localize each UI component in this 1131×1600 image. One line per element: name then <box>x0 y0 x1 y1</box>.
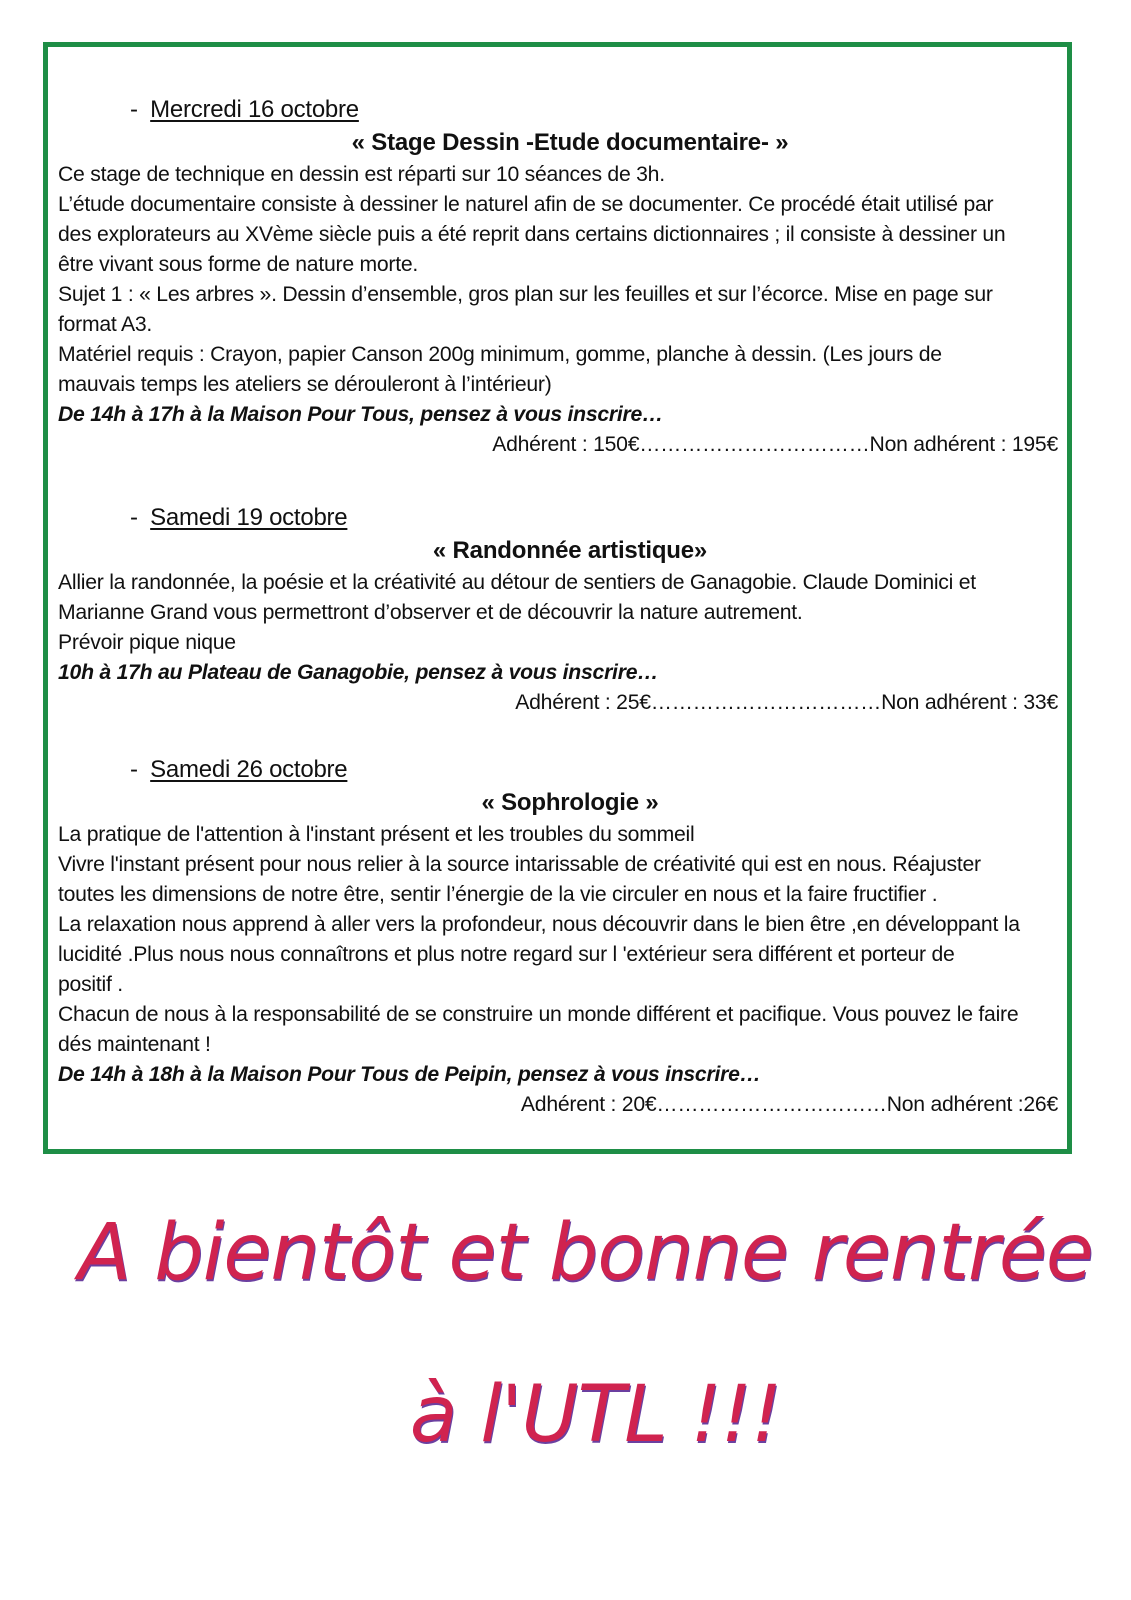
event-line: Marianne Grand vous permettront d’observer et de découvrir la nature autrement. <box>58 601 803 624</box>
event-line: Matériel requis : Crayon, papier Canson 200g minimum, gomme, planche à dessin. (Les jours de <box>58 343 942 366</box>
event-line: toutes les dimensions de notre être, sentir l’énergie de la vie circuler en nous et la faire fructifier . <box>58 883 938 906</box>
date-dash: - <box>130 504 145 531</box>
event-date <box>58 94 1064 126</box>
event-line: Prévoir pique nique <box>58 631 236 654</box>
event-line: La pratique de l'attention à l'instant présent et les troubles du sommeil <box>58 823 695 846</box>
event-line: Ce stage de technique en dessin est réparti sur 10 séances de 3h. <box>58 163 665 186</box>
event-line: positif . <box>58 973 123 996</box>
date-dash: - <box>130 96 145 123</box>
event-line: des explorateurs au XVème siècle puis a été reprit dans certains dictionnaires ; il consiste à dessiner un <box>58 223 1006 246</box>
event-line: dés maintenant ! <box>58 1033 211 1056</box>
event-date <box>58 502 1064 534</box>
event-line: La relaxation nous apprend à aller vers la profondeur, nous découvrir dans le bien être ,en développant la <box>58 913 1020 936</box>
event-line: être vivant sous forme de nature morte. <box>58 253 419 276</box>
event-price: Adhérent : 25€……………………………Non adhérent : 33€ <box>515 691 1058 714</box>
event-date <box>58 754 1064 786</box>
event-price: Adhérent : 150€……………………………Non adhérent : 195€ <box>492 433 1058 456</box>
event-section-3 <box>58 754 1064 1120</box>
event-title: « Sophrologie » <box>481 789 659 816</box>
event-schedule: 10h à 17h au Plateau de Ganagobie, pensez à vous inscrire… <box>58 661 659 684</box>
event-title: « Stage Dessin -Etude documentaire- » <box>351 129 789 156</box>
event-line: mauvais temps les ateliers se dérouleront à l’intérieur) <box>58 373 552 396</box>
events-list <box>58 94 1064 1120</box>
event-section-1 <box>58 94 1064 460</box>
event-date-text: Mercredi 16 octobre <box>150 96 359 123</box>
event-line: Chacun de nous à la responsabilité de se construire un monde différent et pacifique. Vous pouvez le faire <box>58 1003 1019 1026</box>
event-date-text: Samedi 19 octobre <box>150 504 348 531</box>
event-line: L’étude documentaire consiste à dessiner le naturel afin de se documenter. Ce procédé était utilisé par <box>58 193 994 216</box>
event-line: lucidité .Plus nous nous connaîtrons et plus notre regard sur l 'extérieur sera différent et porteur de <box>58 943 955 966</box>
event-date-text: Samedi 26 octobre <box>150 756 348 783</box>
farewell-line-1: A bientôt et bonne rentrée <box>78 1208 1093 1298</box>
event-schedule: De 14h à 17h à la Maison Pour Tous, pensez à vous inscrire… <box>58 403 663 426</box>
event-line: format A3. <box>58 313 153 336</box>
event-section-2 <box>58 502 1064 718</box>
event-price: Adhérent : 20€……………………………Non adhérent :26€ <box>520 1093 1058 1116</box>
event-line: Allier la randonnée, la poésie et la créativité au détour de sentiers de Ganagobie. Claude Dominici et <box>58 571 976 594</box>
farewell-line-2: à l'UTL !!! <box>409 1370 782 1460</box>
event-schedule: De 14h à 18h à la Maison Pour Tous de Peipin, pensez à vous inscrire… <box>58 1063 761 1086</box>
event-line: Vivre l'instant présent pour nous relier à la source intarissable de créativité qui est en nous. Réajuster <box>58 853 981 876</box>
event-title: « Randonnée artistique» <box>432 537 708 564</box>
event-line: Sujet 1 : « Les arbres ». Dessin d’ensemble, gros plan sur les feuilles et sur l’écorce. Mise en page sur <box>58 283 993 306</box>
date-dash: - <box>130 756 145 783</box>
